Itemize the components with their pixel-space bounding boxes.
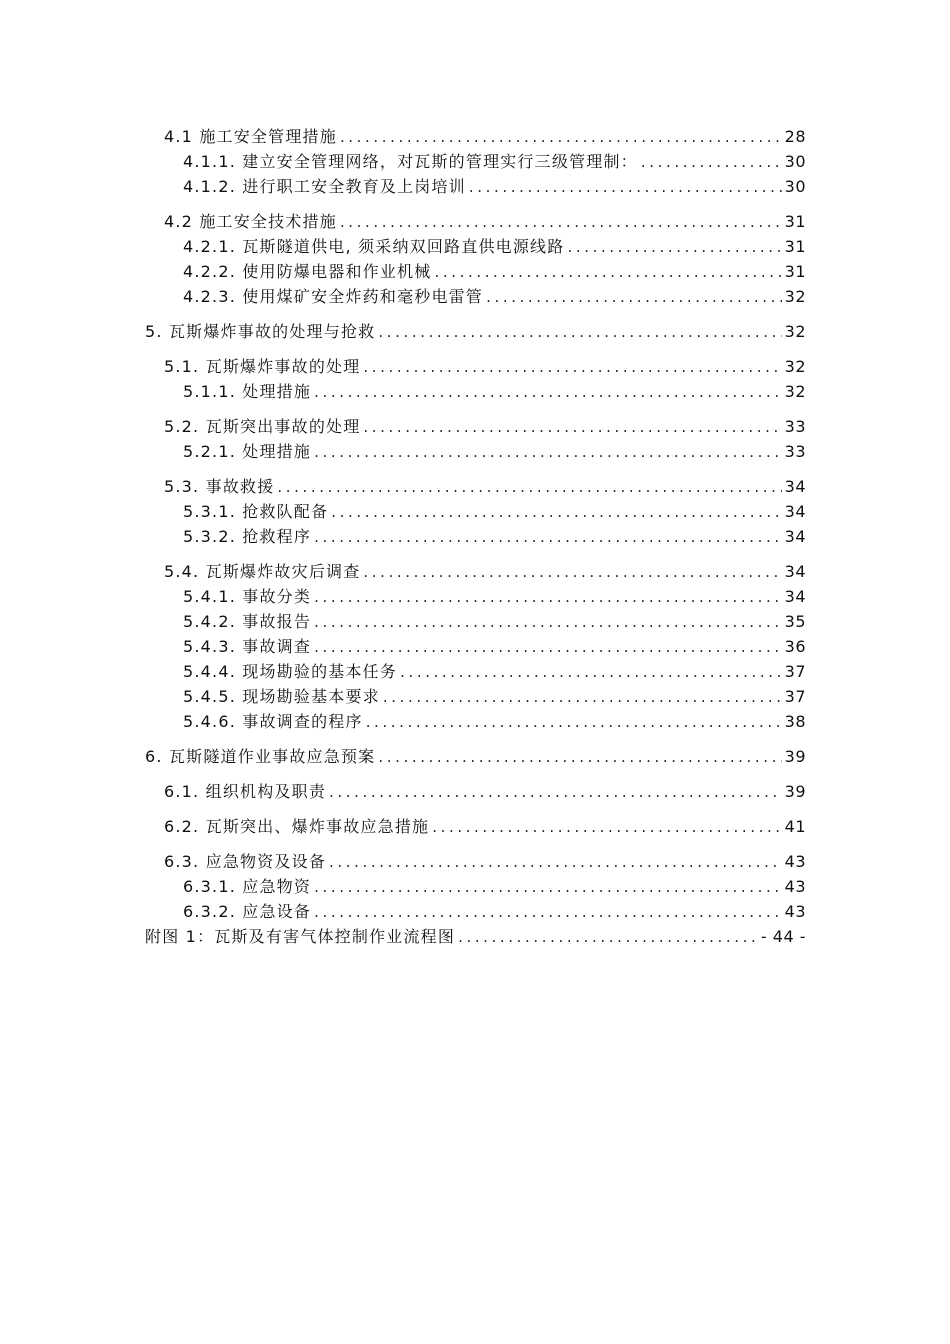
dot-leader bbox=[400, 660, 782, 685]
dot-leader bbox=[434, 260, 781, 285]
dot-leader bbox=[314, 900, 782, 925]
toc-entry-title: 4.2.2. 使用防爆电器和作业机械 bbox=[183, 262, 432, 281]
toc-entry[interactable] bbox=[183, 149, 806, 174]
toc-entry-title: 5.2. 瓦斯突出事故的处理 bbox=[164, 417, 361, 436]
dot-leader bbox=[340, 125, 782, 150]
toc-entry-page-number: 34 bbox=[784, 502, 806, 521]
toc-entry-page-number: 38 bbox=[784, 712, 806, 731]
dot-leader bbox=[331, 500, 781, 525]
toc-entry-page-number: 28 bbox=[784, 127, 806, 146]
toc-entry[interactable] bbox=[183, 234, 806, 259]
toc-entry-page-number: 30 bbox=[784, 152, 806, 171]
toc-entry-page-number: 33 bbox=[784, 417, 806, 436]
toc-entry[interactable] bbox=[183, 634, 806, 659]
toc-entry[interactable] bbox=[164, 779, 806, 804]
toc-entry[interactable] bbox=[183, 174, 806, 199]
toc-entry-page-number: 36 bbox=[784, 637, 806, 656]
toc-entry[interactable] bbox=[164, 414, 806, 439]
toc-entry-title: 4.1.1. 建立安全管理网络，对瓦斯的管理实行三级管理制： bbox=[183, 152, 638, 171]
toc-entry-title: 6.1. 组织机构及职责 bbox=[164, 782, 327, 801]
toc-entry-page-number: 37 bbox=[784, 662, 806, 681]
toc-entry-page-number: 32 bbox=[784, 357, 806, 376]
dot-leader bbox=[486, 285, 782, 310]
toc-entry[interactable] bbox=[183, 379, 806, 404]
toc-entry-title: 6. 瓦斯隧道作业事故应急预案 bbox=[145, 747, 376, 766]
toc-entry[interactable] bbox=[183, 524, 806, 549]
toc-entry[interactable] bbox=[164, 124, 806, 149]
toc-entry-title: 6.2. 瓦斯突出、爆炸事故应急措施 bbox=[164, 817, 430, 836]
dot-leader bbox=[329, 780, 782, 805]
toc-entry-page-number: 30 bbox=[784, 177, 806, 196]
dot-leader bbox=[458, 925, 758, 950]
toc-entry[interactable] bbox=[145, 924, 806, 949]
toc-entry-page-number: 31 bbox=[784, 212, 806, 231]
toc-entry-page-number: 32 bbox=[784, 382, 806, 401]
dot-leader bbox=[340, 210, 782, 235]
toc-entry-page-number: 39 bbox=[784, 782, 806, 801]
toc-entry-title: 4.2.1. 瓦斯隧道供电, 须采纳双回路直供电源线路 bbox=[183, 237, 565, 256]
toc-entry-title: 5.2.1. 处理措施 bbox=[183, 442, 312, 461]
toc-entry[interactable] bbox=[145, 744, 806, 769]
toc-entry-title: 附图 1：瓦斯及有害气体控制作业流程图 bbox=[145, 927, 456, 946]
toc-entry[interactable] bbox=[183, 284, 806, 309]
toc-entry[interactable] bbox=[164, 209, 806, 234]
toc-entry-title: 4.2.3. 使用煤矿安全炸药和毫秒电雷管 bbox=[183, 287, 484, 306]
toc-entry[interactable] bbox=[164, 849, 806, 874]
toc-entry[interactable] bbox=[145, 319, 806, 344]
toc-entry-title: 5.4.1. 事故分类 bbox=[183, 587, 312, 606]
toc-entry-title: 5.4.2. 事故报告 bbox=[183, 612, 312, 631]
toc-entry-title: 5.3.1. 抢救队配备 bbox=[183, 502, 329, 521]
toc-entry[interactable] bbox=[164, 814, 806, 839]
table-of-contents bbox=[0, 124, 950, 949]
toc-entry[interactable] bbox=[183, 899, 806, 924]
toc-entry[interactable] bbox=[183, 439, 806, 464]
dot-leader bbox=[314, 610, 782, 635]
toc-entry-title: 6.3.2. 应急设备 bbox=[183, 902, 312, 921]
toc-entry-title: 5.4.6. 事故调查的程序 bbox=[183, 712, 363, 731]
dot-leader bbox=[378, 320, 781, 345]
toc-entry[interactable] bbox=[183, 609, 806, 634]
dot-leader bbox=[363, 415, 781, 440]
toc-entry-title: 4.2 施工安全技术措施 bbox=[164, 212, 337, 231]
toc-entry[interactable] bbox=[183, 499, 806, 524]
toc-entry-title: 5. 瓦斯爆炸事故的处理与抢救 bbox=[145, 322, 376, 341]
toc-entry-page-number: 39 bbox=[784, 747, 806, 766]
toc-entry[interactable] bbox=[183, 659, 806, 684]
toc-entry-title: 5.4.3. 事故调查 bbox=[183, 637, 312, 656]
dot-leader bbox=[567, 235, 781, 260]
toc-entry-page-number: 43 bbox=[784, 877, 806, 896]
toc-entry[interactable] bbox=[164, 354, 806, 379]
dot-leader bbox=[329, 850, 782, 875]
toc-entry-page-number: 34 bbox=[784, 562, 806, 581]
toc-entry-page-number: 34 bbox=[784, 587, 806, 606]
toc-entry-page-number: 31 bbox=[784, 237, 806, 256]
toc-entry-page-number: 43 bbox=[784, 902, 806, 921]
toc-entry-page-number: 32 bbox=[784, 287, 806, 306]
toc-entry-title: 5.3.2. 抢救程序 bbox=[183, 527, 312, 546]
dot-leader bbox=[314, 875, 782, 900]
dot-leader bbox=[432, 815, 781, 840]
toc-entry-title: 5.4.5. 现场勘验基本要求 bbox=[183, 687, 380, 706]
toc-entry-title: 5.1. 瓦斯爆炸事故的处理 bbox=[164, 357, 361, 376]
toc-entry[interactable] bbox=[183, 709, 806, 734]
toc-entry-page-number: 33 bbox=[784, 442, 806, 461]
toc-entry[interactable] bbox=[183, 684, 806, 709]
toc-entry-title: 6.3. 应急物资及设备 bbox=[164, 852, 327, 871]
dot-leader bbox=[277, 475, 781, 500]
toc-entry-page-number: - 44 - bbox=[760, 927, 806, 946]
dot-leader bbox=[366, 710, 782, 735]
toc-entry-title: 4.1.2. 进行职工安全教育及上岗培训 bbox=[183, 177, 466, 196]
dot-leader bbox=[641, 150, 782, 175]
toc-entry-page-number: 32 bbox=[784, 322, 806, 341]
dot-leader bbox=[378, 745, 781, 770]
dot-leader bbox=[314, 585, 782, 610]
toc-entry-page-number: 35 bbox=[784, 612, 806, 631]
toc-entry-page-number: 34 bbox=[784, 477, 806, 496]
dot-leader bbox=[383, 685, 782, 710]
toc-entry[interactable] bbox=[183, 874, 806, 899]
toc-entry[interactable] bbox=[164, 559, 806, 584]
toc-entry[interactable] bbox=[183, 584, 806, 609]
dot-leader bbox=[363, 355, 781, 380]
toc-entry-page-number: 31 bbox=[784, 262, 806, 281]
dot-leader bbox=[314, 525, 782, 550]
toc-entry-title: 6.3.1. 应急物资 bbox=[183, 877, 312, 896]
dot-leader bbox=[314, 380, 782, 405]
toc-entry-page-number: 34 bbox=[784, 527, 806, 546]
toc-entry-title: 5.4.4. 现场勘验的基本任务 bbox=[183, 662, 398, 681]
toc-entry-title: 5.4. 瓦斯爆炸故灾后调查 bbox=[164, 562, 361, 581]
dot-leader bbox=[469, 175, 782, 200]
toc-entry-title: 5.1.1. 处理措施 bbox=[183, 382, 312, 401]
dot-leader bbox=[314, 635, 782, 660]
dot-leader bbox=[363, 560, 781, 585]
toc-entry[interactable] bbox=[164, 474, 806, 499]
toc-entry-page-number: 43 bbox=[784, 852, 806, 871]
toc-entry-page-number: 37 bbox=[784, 687, 806, 706]
toc-entry[interactable] bbox=[183, 259, 806, 284]
toc-entry-title: 5.3. 事故救援 bbox=[164, 477, 275, 496]
dot-leader bbox=[314, 440, 782, 465]
toc-entry-title: 4.1 施工安全管理措施 bbox=[164, 127, 337, 146]
toc-entry-page-number: 41 bbox=[784, 817, 806, 836]
